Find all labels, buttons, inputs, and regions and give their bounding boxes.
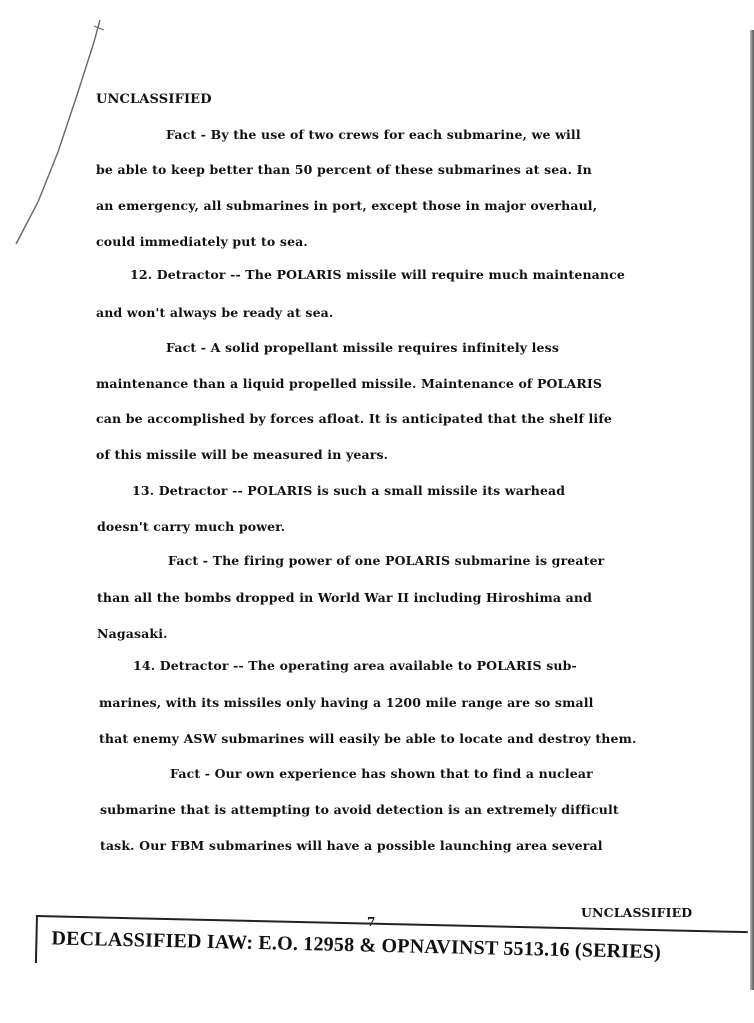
declassification-stamp-text: DECLASSIFIED IAW: E.O. 12958 & OPNAVINST 5513.16 (SERIES) <box>51 927 662 964</box>
body-line: and won't always be ready at sea. <box>96 305 334 320</box>
body-line: Fact - A solid propellant missile requires infinitely less <box>166 340 560 355</box>
body-line: be able to keep better than 50 percent of these submarines at sea. In <box>96 162 592 177</box>
body-line: that enemy ASW submarines will easily be able to locate and destroy them. <box>99 731 637 746</box>
footer-classification: UNCLASSIFIED <box>581 905 693 920</box>
body-line: marines, with its missiles only having a 1200 mile range are so small <box>99 695 594 710</box>
body-line: Nagasaki. <box>97 626 168 641</box>
body-line: Fact - By the use of two crews for each submarine, we will <box>166 127 581 142</box>
declassification-stamp <box>35 915 748 979</box>
scan-edge <box>750 30 754 990</box>
body-line: 13. Detractor -- POLARIS is such a small missile its warhead <box>132 483 566 498</box>
body-line: maintenance than a liquid propelled missile. Maintenance of POLARIS <box>96 376 603 391</box>
body-line: could immediately put to sea. <box>96 234 308 249</box>
body-line: of this missile will be measured in years. <box>96 447 389 462</box>
body-line: than all the bombs dropped in World War II including Hiroshima and <box>97 590 592 605</box>
body-line: 14. Detractor -- The operating area available to POLARIS sub- <box>133 658 577 673</box>
body-line: 12. Detractor -- The POLARIS missile will require much maintenance <box>130 267 626 282</box>
body-line: doesn't carry much power. <box>97 519 286 534</box>
body-line: Fact - The firing power of one POLARIS submarine is greater <box>168 553 605 568</box>
pen-stroke-mark <box>8 12 108 252</box>
body-line: task. Our FBM submarines will have a possible launching area several <box>100 838 603 853</box>
page-number: 7 <box>367 915 376 929</box>
body-line: can be accomplished by forces afloat. It is anticipated that the shelf life <box>96 411 612 426</box>
body-line: submarine that is attempting to avoid detection is an extremely difficult <box>100 802 619 817</box>
body-line: an emergency, all submarines in port, except those in major overhaul, <box>96 198 598 213</box>
header-classification: UNCLASSIFIED <box>96 92 212 107</box>
body-line: Fact - Our own experience has shown that to find a nuclear <box>170 766 593 781</box>
